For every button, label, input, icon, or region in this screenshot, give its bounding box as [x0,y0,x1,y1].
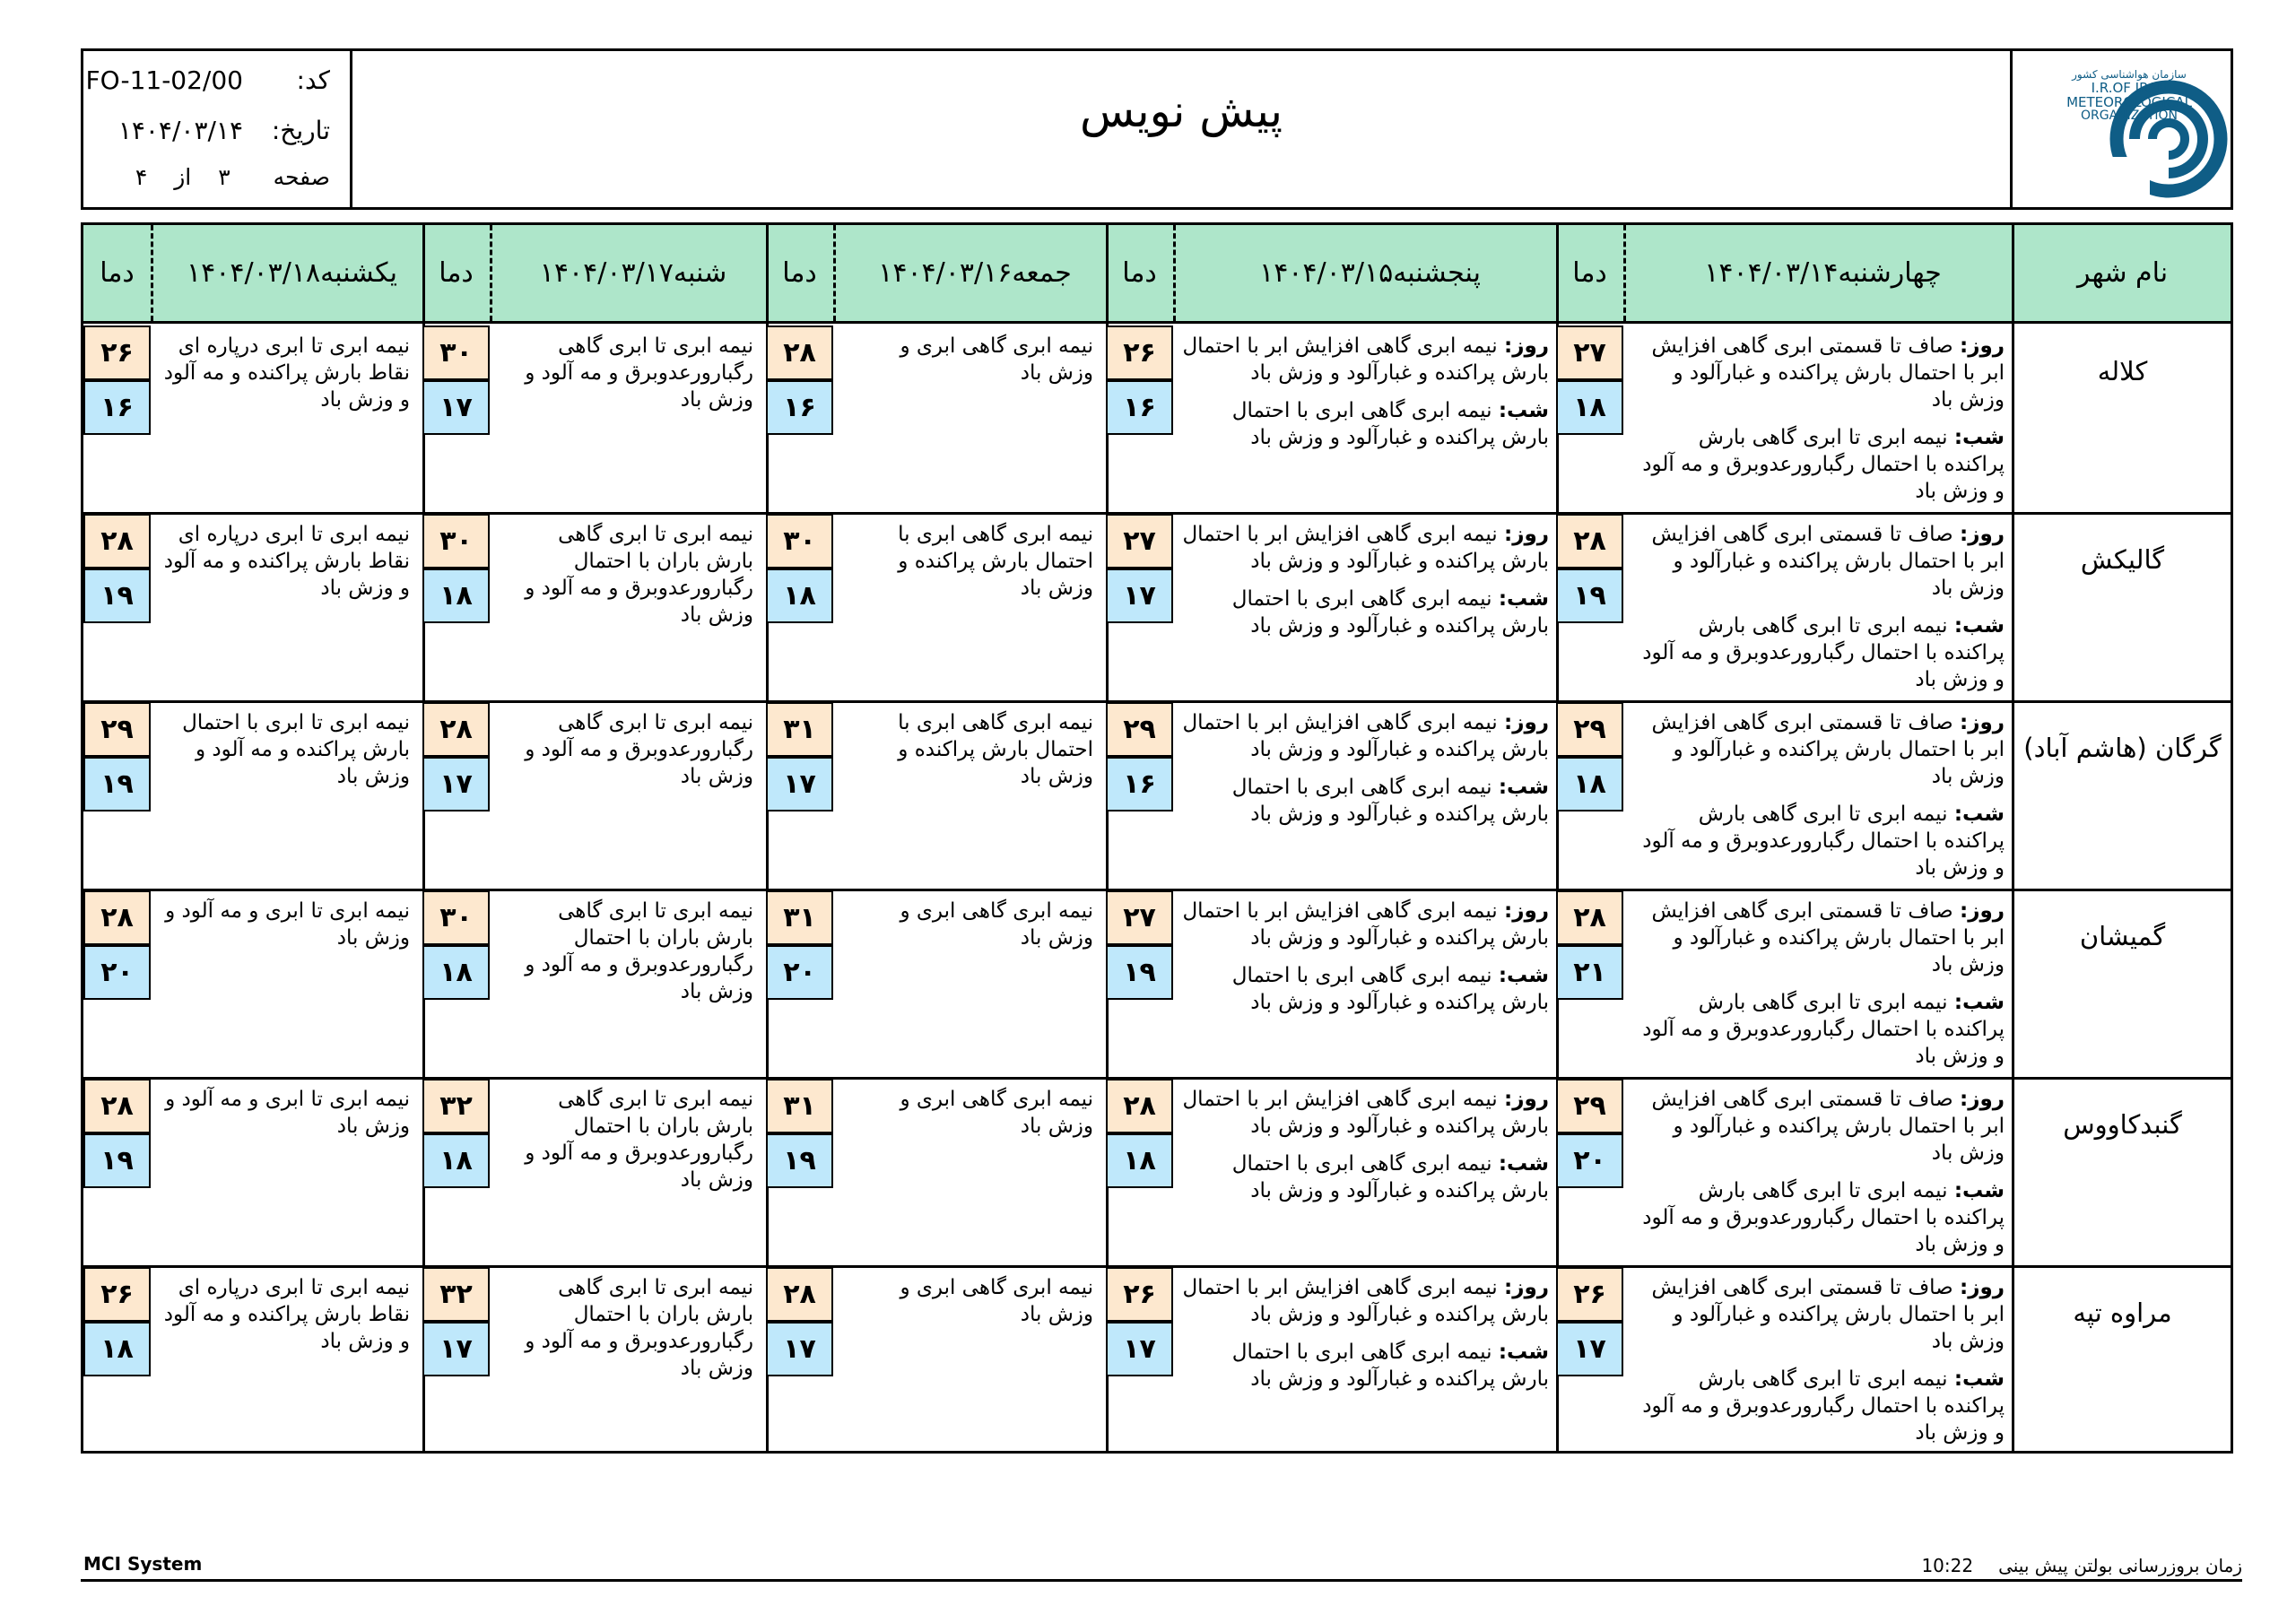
day-label: روز: [1960,1276,2005,1299]
min-temp: ۱۶ [1106,380,1173,435]
min-temp: ۱۷ [1556,1322,1623,1376]
min-temp: ۱۸ [422,568,490,623]
night-label: شب: [1953,803,2005,826]
night-label: شب: [1953,426,2005,449]
max-temp: ۲۶ [83,325,151,380]
day-label: روز: [1960,711,2005,734]
page-line [135,164,330,190]
day-column-header [490,225,766,321]
city-name: گنبدکاووس [2063,1109,2182,1140]
night-label: شب: [1498,1152,1549,1176]
forecast-description: نیمه ابری گاهی ابری و وزش باد [900,334,1093,385]
min-temp: ۱۷ [422,757,490,812]
max-temp: ۳۲ [422,1267,490,1322]
min-temp: ۱۹ [1556,568,1623,623]
day-label: روز: [1960,1088,2005,1111]
max-temp: ۲۸ [1556,890,1623,945]
min-temp: ۲۱ [1556,945,1623,1000]
min-temp: ۱۶ [1106,757,1173,812]
max-temp: ۲۸ [766,1267,833,1322]
forecast-description: نیمه ابری گاهی ابری با احتمال بارش پراکنده و وزش باد [898,523,1093,600]
day-date: ۱۴۰۴/۰۳/۱۸ [187,257,321,289]
forecast-text [154,1086,410,1140]
night-forecast-text: نیمه ابری گاهی ابری با احتمال بارش پراکنده و غبارآلود و وزش باد [1231,1341,1549,1391]
forecast-text [520,1086,753,1193]
day-forecast [1182,521,1549,575]
forecast-description: نیمه ابری تا ابری گاهی بارش باران با احتمال رگبارورعدوبرق و مه آلود و وزش باد [525,1276,753,1380]
min-temp: ۱۶ [766,380,833,435]
date-line [118,116,330,145]
day-label: روز: [1504,523,1549,546]
update-time: 10:22 [1921,1555,1974,1576]
page-of: از [174,164,192,190]
day-forecast-text: صاف تا قسمتی ابری گاهی افزایش ابر با احتمال بارش پراکنده و غبارآلود و وزش باد [1651,523,2005,600]
night-forecast-text: نیمه ابری تا ابری گاهی بارش پراکنده با احتمال رگبارورعدوبرق و مه آلود و وزش باد [1642,426,2005,503]
min-temp: ۲۰ [83,945,151,1000]
logo-emblem-icon [2013,51,2231,207]
min-temp: ۱۸ [766,568,833,623]
page-title: پیش نویس [1079,85,1283,137]
forecast-text [1632,1086,2005,1269]
column-divider-dashed [833,225,836,321]
night-label: شب: [1498,399,1549,422]
forecast-description: نیمه ابری تا ابری و مه آلود و وزش باد [165,1088,410,1138]
code-value: FO-11-02/00 [85,65,243,95]
night-forecast [1182,774,1549,828]
forecast-description: نیمه ابری تا ابری گاهی بارش باران با احتمال رگبارورعدوبرق و مه آلود و وزش باد [525,1088,753,1192]
min-temp: ۱۶ [83,380,151,435]
logo-text-2: METEOROLOGICAL [2066,94,2192,110]
night-forecast [1632,1366,2005,1446]
forecast-text [869,1274,1093,1328]
max-temp: ۲۹ [1556,702,1623,757]
day-forecast [1182,1086,1549,1140]
temp-column-header: دما [100,257,135,289]
table-header-row [83,225,2231,324]
min-temp: ۱۷ [422,1322,490,1376]
day-forecast [1182,709,1549,763]
day-column-header [1173,225,1556,321]
min-temp: ۱۹ [83,757,151,812]
max-temp: ۲۶ [1556,1267,1623,1322]
min-temp: ۱۷ [422,380,490,435]
night-forecast [1632,1177,2005,1258]
min-temp: ۱۷ [766,1322,833,1376]
day-forecast-text: نیمه ابری گاهی افزایش ابر با احتمال بارش پراکنده و غبارآلود و وزش باد [1182,1088,1549,1138]
max-temp: ۲۸ [1106,1079,1173,1133]
max-temp: ۲۹ [1106,702,1173,757]
forecast-description: نیمه ابری تا ابری با احتمال بارش پراکنده و مه آلود و وزش باد [182,711,410,788]
day-forecast [1632,521,2005,602]
min-temp: ۱۹ [83,568,151,623]
night-forecast [1632,801,2005,881]
forecast-description: نیمه ابری تا ابری گاهی بارش باران با احتمال رگبارورعدوبرق و مه آلود و وزش باد [525,523,753,627]
day-forecast [1182,898,1549,951]
max-temp: ۲۹ [1556,1079,1623,1133]
max-temp: ۳۲ [422,1079,490,1133]
forecast-text [1182,333,1549,462]
night-forecast [1182,1339,1549,1393]
day-forecast-text: نیمه ابری گاهی افزایش ابر با احتمال بارش پراکنده و غبارآلود و وزش باد [1182,1276,1549,1326]
day-label: روز: [1504,899,1549,923]
min-temp: ۱۸ [1556,380,1623,435]
min-temp: ۱۹ [766,1133,833,1188]
day-forecast-text: نیمه ابری گاهی افزایش ابر با احتمال بارش پراکنده و غبارآلود و وزش باد [1182,899,1549,950]
forecast-text [1632,709,2005,892]
day-forecast-text: صاف تا قسمتی ابری گاهی افزایش ابر با احتمال بارش پراکنده و غبارآلود و وزش باد [1651,711,2005,788]
forecast-description: نیمه ابری تا ابری درپاره ای نقاط بارش پراکنده و مه آلود و وزش باد [163,523,410,600]
min-temp: ۱۷ [1106,568,1173,623]
update-label: زمان بروزرسانی بولتن پیش بینی [1998,1555,2242,1576]
max-temp: ۳۰ [766,514,833,568]
forecast-text [1182,1274,1549,1403]
day-name: چهارشنبه [1838,257,1942,289]
footer-divider [81,1579,2242,1582]
column-divider-dashed [1623,225,1626,321]
forecast-text [1182,709,1549,838]
min-temp: ۱۸ [422,1133,490,1188]
forecast-text [520,709,753,790]
max-temp: ۲۷ [1556,325,1623,380]
logo-text-fa: سازمان هواشناسی کشور [2072,68,2187,81]
day-forecast-text: صاف تا قسمتی ابری گاهی افزایش ابر با احتمال بارش پراکنده و غبارآلود و وزش باد [1651,1088,2005,1165]
night-label: شب: [1498,964,1549,987]
date-value: ۱۴۰۴/۰۳/۱۴ [117,116,243,145]
day-forecast-text: صاف تا قسمتی ابری گاهی افزایش ابر با احتمال بارش پراکنده و غبارآلود و وزش باد [1651,334,2005,412]
temp-column-header: دما [1122,257,1157,289]
forecast-description: نیمه ابری تا ابری درپاره ای نقاط بارش پراکنده و مه آلود و وزش باد [163,334,410,412]
column-divider-dashed [151,225,153,321]
day-date: ۱۴۰۴/۰۳/۱۴ [1704,257,1839,289]
night-forecast-text: نیمه ابری تا ابری گاهی بارش پراکنده با احتمال رگبارورعدوبرق و مه آلود و وزش باد [1642,991,2005,1068]
max-temp: ۲۸ [83,514,151,568]
max-temp: ۲۶ [1106,1267,1173,1322]
night-label: شب: [1953,614,2005,638]
night-forecast-text: نیمه ابری تا ابری گاهی بارش پراکنده با احتمال رگبارورعدوبرق و مه آلود و وزش باد [1642,1367,2005,1445]
day-name: شنبه [673,257,727,289]
system-name: MCI System [83,1553,203,1575]
night-forecast [1182,397,1549,451]
min-temp: ۲۰ [766,945,833,1000]
night-label: شب: [1498,776,1549,799]
day-forecast-text: صاف تا قسمتی ابری گاهی افزایش ابر با احتمال بارش پراکنده و غبارآلود و وزش باد [1651,899,2005,976]
day-name: پنجشنبه [1393,257,1481,289]
forecast-text [1182,898,1549,1027]
forecast-text [1182,1086,1549,1215]
forecast-description: نیمه ابری گاهی ابری و وزش باد [900,1276,1093,1326]
forecast-description: نیمه ابری تا ابری گاهی رگبارورعدوبرق و مه آلود و وزش باد [525,334,753,412]
min-temp: ۱۸ [83,1322,151,1376]
night-forecast-text: نیمه ابری گاهی ابری با احتمال بارش پراکنده و غبارآلود و وزش باد [1231,587,1549,638]
night-label: شب: [1498,1341,1549,1364]
forecast-text [1632,1274,2005,1457]
day-column-header [833,225,1106,321]
day-label: روز: [1960,899,2005,923]
day-forecast-text: نیمه ابری گاهی افزایش ابر با احتمال بارش پراکنده و غبارآلود و وزش باد [1182,334,1549,385]
document-header [81,48,2233,210]
forecast-description: نیمه ابری تا ابری گاهی رگبارورعدوبرق و مه آلود و وزش باد [525,711,753,788]
night-label: شب: [1953,1179,2005,1202]
day-forecast [1182,1274,1549,1328]
temp-column-header: دما [439,257,474,289]
forecast-description: نیمه ابری تا ابری و مه آلود و وزش باد [165,899,410,950]
forecast-description: نیمه ابری گاهی ابری و وزش باد [900,899,1093,950]
forecast-text [869,333,1093,386]
night-forecast [1632,612,2005,693]
night-forecast-text: نیمه ابری تا ابری گاهی بارش پراکنده با احتمال رگبارورعدوبرق و مه آلود و وزش باد [1642,1179,2005,1256]
min-temp: ۱۸ [422,945,490,1000]
column-divider-dashed [490,225,492,321]
forecast-text [1182,521,1549,650]
forecast-text [520,1274,753,1382]
forecast-description: نیمه ابری گاهی ابری و وزش باد [900,1088,1093,1138]
day-forecast [1632,1274,2005,1355]
night-forecast-text: نیمه ابری گاهی ابری با احتمال بارش پراکنده و غبارآلود و وزش باد [1231,964,1549,1014]
max-temp: ۲۸ [83,1079,151,1133]
city-name: گالیکش [2080,544,2165,575]
forecast-text [520,898,753,1005]
forecast-text [520,521,753,629]
forecast-text [869,898,1093,951]
temp-column-header: دما [782,257,817,289]
night-label: شب: [1953,1367,2005,1391]
max-temp: ۲۸ [1556,514,1623,568]
forecast-table [81,222,2233,1454]
day-label: روز: [1960,334,2005,358]
forecast-text [154,1274,410,1355]
night-label: شب: [1953,991,2005,1014]
day-label: روز: [1960,523,2005,546]
day-date: ۱۴۰۴/۰۳/۱۷ [539,257,674,289]
meteorological-organization-logo [2010,51,2231,207]
city-name: کلاله [2097,356,2148,386]
night-forecast [1182,586,1549,639]
day-label: روز: [1504,1276,1549,1299]
forecast-text [1632,521,2005,704]
day-forecast-text: صاف تا قسمتی ابری گاهی افزایش ابر با احتمال بارش پراکنده و غبارآلود و وزش باد [1651,1276,2005,1353]
day-date: ۱۴۰۴/۰۳/۱۶ [878,257,1013,289]
night-forecast [1632,424,2005,505]
forecast-description: نیمه ابری تا ابری درپاره ای نقاط بارش پراکنده و مه آلود و وزش باد [163,1276,410,1353]
forecast-text [869,1086,1093,1140]
forecast-text [869,709,1093,790]
city-column-header: نام شهر [2076,257,2169,289]
night-forecast-text: نیمه ابری تا ابری گاهی بارش پراکنده با احتمال رگبارورعدوبرق و مه آلود و وزش باد [1642,803,2005,880]
max-temp: ۳۱ [766,890,833,945]
max-temp: ۳۱ [766,1079,833,1133]
forecast-text [1632,333,2005,516]
max-temp: ۲۷ [1106,514,1173,568]
city-name: گمیشان [2079,921,2166,951]
forecast-text [154,333,410,413]
logo-text-3: ORGANIZATION [2080,108,2179,123]
day-forecast [1632,709,2005,790]
night-forecast [1632,989,2005,1070]
day-name: جمعه [1012,257,1072,289]
temp-column-header: دما [1572,257,1607,289]
max-temp: ۲۷ [1106,890,1173,945]
day-forecast [1632,898,2005,978]
night-label: شب: [1498,587,1549,611]
night-forecast-text: نیمه ابری تا ابری گاهی بارش پراکنده با احتمال رگبارورعدوبرق و مه آلود و وزش باد [1642,614,2005,691]
min-temp: ۱۹ [83,1133,151,1188]
forecast-text [520,333,753,413]
code-label: کد: [296,65,330,95]
city-name: گرگان (هاشم آباد) [2023,733,2222,763]
night-forecast [1182,1150,1549,1204]
day-forecast [1182,333,1549,386]
max-temp: ۲۶ [83,1267,151,1322]
min-temp: ۱۷ [1106,1322,1173,1376]
min-temp: ۱۹ [1106,945,1173,1000]
forecast-text [1632,898,2005,1081]
night-forecast-text: نیمه ابری گاهی ابری با احتمال بارش پراکنده و غبارآلود و وزش باد [1231,776,1549,826]
night-forecast-text: نیمه ابری گاهی ابری با احتمال بارش پراکنده و غبارآلود و وزش باد [1231,1152,1549,1202]
day-column-header [151,225,422,321]
day-label: روز: [1504,711,1549,734]
day-column-header [1623,225,2012,321]
forecast-text [154,709,410,790]
day-forecast [1632,1086,2005,1167]
day-name: یکشنبه [320,257,397,289]
max-temp: ۲۹ [83,702,151,757]
max-temp: ۲۸ [422,702,490,757]
forecast-text [869,521,1093,602]
date-label: تاریخ: [271,116,330,145]
max-temp: ۳۱ [766,702,833,757]
update-info [1921,1555,2242,1576]
day-date: ۱۴۰۴/۰۳/۱۵ [1259,257,1394,289]
night-forecast-text: نیمه ابری گاهی ابری با احتمال بارش پراکنده و غبارآلود و وزش باد [1231,399,1549,449]
forecast-text [154,898,410,951]
day-forecast-text: نیمه ابری گاهی افزایش ابر با احتمال بارش پراکنده و غبارآلود و وزش باد [1182,523,1549,573]
max-temp: ۳۰ [422,325,490,380]
night-forecast [1182,962,1549,1016]
max-temp: ۳۰ [422,890,490,945]
min-temp: ۱۷ [766,757,833,812]
day-label: روز: [1504,1088,1549,1111]
page-current: ۳ [218,164,230,190]
page-total: ۴ [135,164,148,190]
day-forecast-text: نیمه ابری گاهی افزایش ابر با احتمال بارش پراکنده و غبارآلود و وزش باد [1182,711,1549,761]
day-forecast [1632,333,2005,413]
forecast-description: نیمه ابری گاهی ابری با احتمال بارش پراکنده و وزش باد [898,711,1093,788]
max-temp: ۳۰ [422,514,490,568]
column-divider-dashed [1173,225,1176,321]
min-temp: ۲۰ [1556,1133,1623,1188]
max-temp: ۲۸ [766,325,833,380]
logo-text-1: I.R.OF IRAN [2091,80,2168,96]
city-name: مراوه تپه [2073,1298,2172,1328]
page-label: صفحه [273,164,330,190]
forecast-description: نیمه ابری تا ابری گاهی بارش باران با احتمال رگبارورعدوبرق و مه آلود و وزش باد [525,899,753,1003]
forecast-text [154,521,410,602]
day-label: روز: [1504,334,1549,358]
min-temp: ۱۸ [1556,757,1623,812]
max-temp: ۲۸ [83,890,151,945]
min-temp: ۱۸ [1106,1133,1173,1188]
code-line [86,65,330,95]
document-meta-box [83,51,352,207]
max-temp: ۲۶ [1106,325,1173,380]
